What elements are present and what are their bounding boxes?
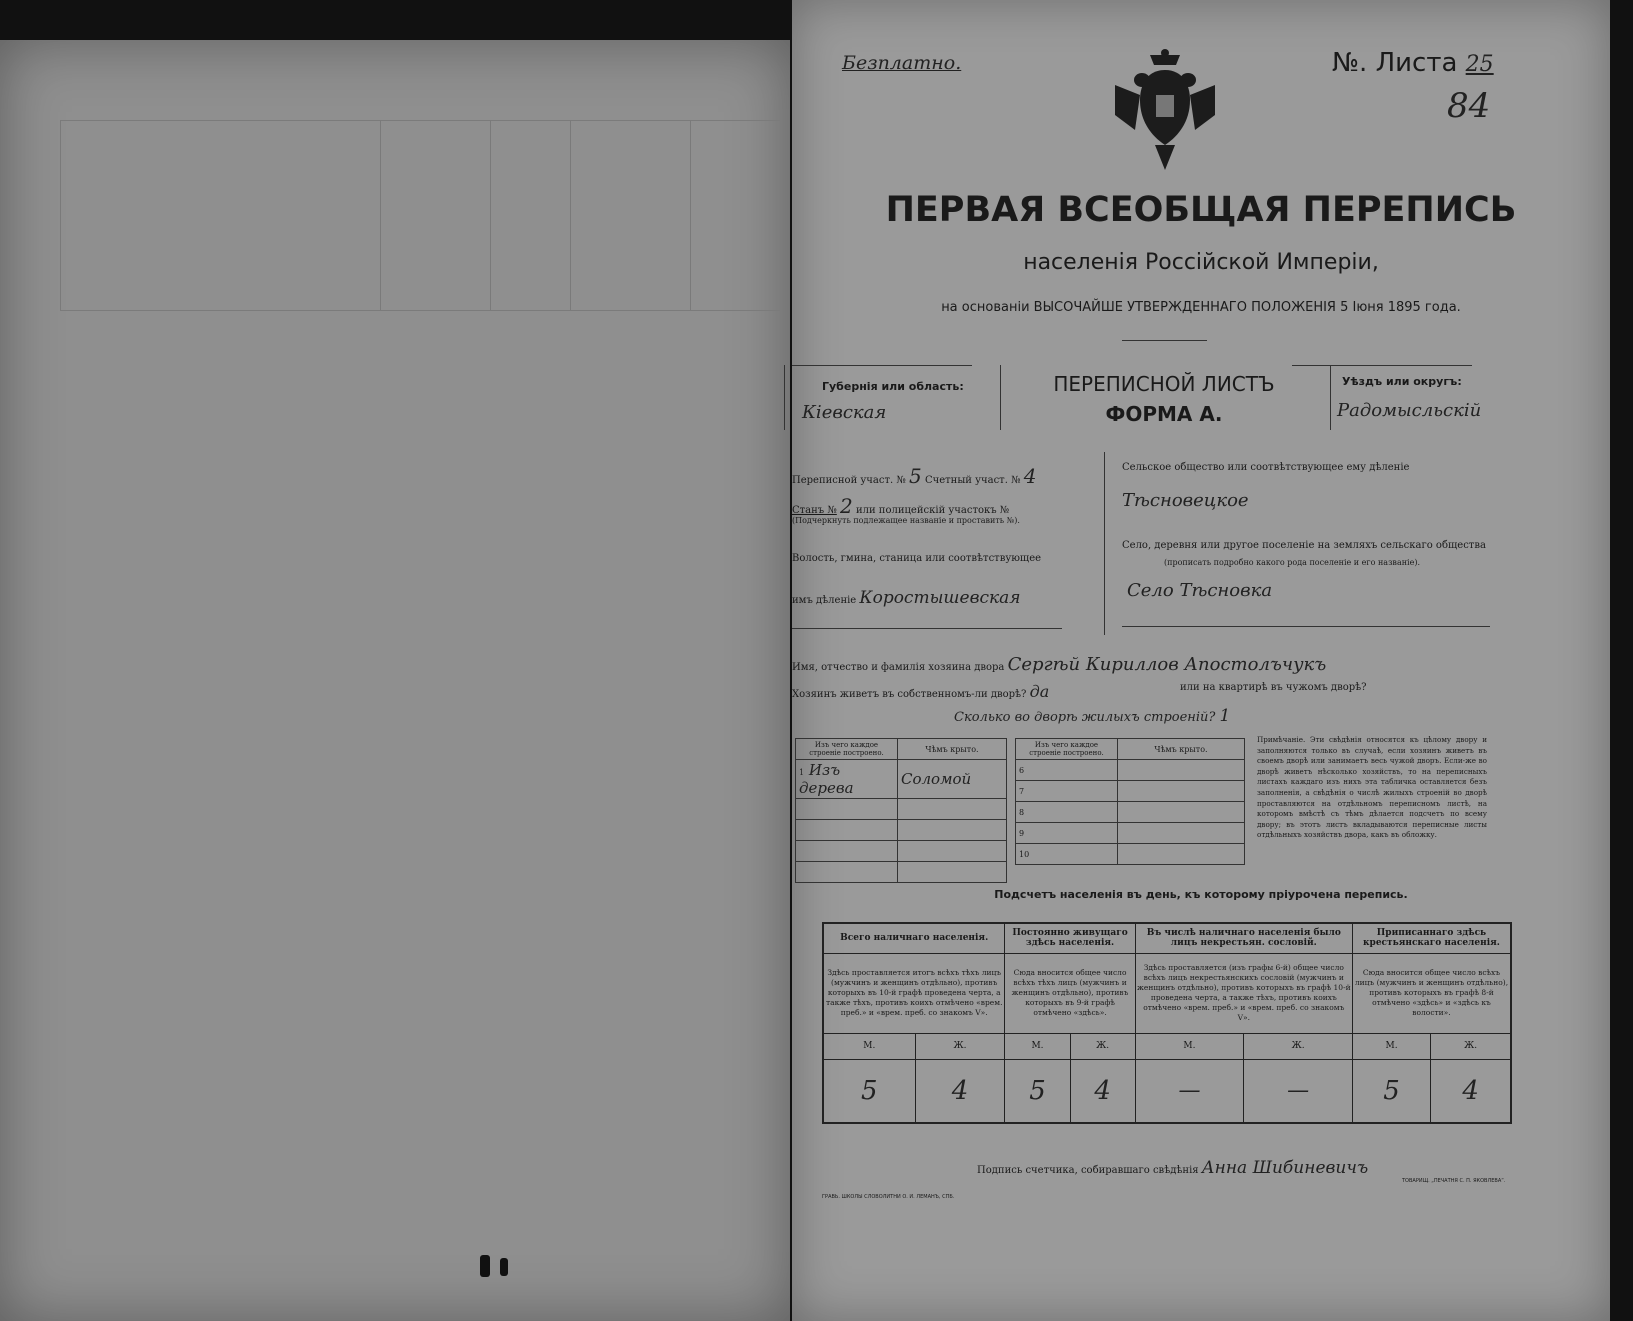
left-page [0, 40, 790, 1321]
box-line [1330, 365, 1331, 430]
table-row [796, 799, 1007, 820]
lives-own-label: Хозяинъ живетъ въ собственномъ-ли дворѣ? [792, 689, 1027, 700]
buildings-table-left [795, 738, 1007, 883]
col-material: Изъ чего каждое строеніе построено. [796, 739, 898, 760]
double-headed-eagle-emblem [1110, 45, 1220, 175]
sheet-number-value: 25 [1465, 52, 1494, 77]
volost-value: Коростышевская [859, 588, 1021, 608]
form-title: ПЕРВАЯ ВСЕОБЩАЯ ПЕРЕПИСЬ [885, 190, 1517, 230]
roof-cell [1118, 823, 1245, 844]
male-count: 5 [1005, 1059, 1070, 1123]
stan-label: Станъ № [792, 505, 837, 516]
summary-title: Подсчетъ населенія въ день, къ которому пріурочена перепись. [994, 888, 1408, 901]
female-count: 4 [1070, 1059, 1135, 1123]
uezd-label: Уѣздъ или округъ: [1342, 375, 1462, 388]
district-value: 5 [909, 464, 922, 488]
summary-col-head: Въ числѣ наличнаго населенія было лицъ некрестьян. сословій. [1135, 923, 1352, 953]
summary-col-head: Приписаннаго здѣсь крестьянскаго населенія. [1352, 923, 1511, 953]
row-number: 7 [1016, 781, 1118, 802]
owner-label: Имя, отчество и фамилія хозяина двора [792, 662, 1005, 673]
village-label: Село, деревня или другое поселеніе на земляхъ сельскаго общества [1122, 540, 1486, 551]
stan-field [792, 494, 1009, 518]
roof-cell: Соломой [898, 760, 1007, 799]
row-number: 6 [1016, 760, 1118, 781]
owner-value: Сергѣй Кириллов Апостолъчукъ [1007, 654, 1327, 675]
sheet-number-row [1332, 48, 1494, 78]
faded-column-line [690, 120, 691, 310]
table-row [796, 760, 1007, 799]
buildings-value: 1 [1219, 706, 1231, 726]
free-label: Безплатно. [842, 52, 962, 74]
summary-col-desc: Здѣсь проставляется итогъ всѣхъ тѣхъ лицъ (мужчинъ и женщинъ отдѣльно), противъ которыхъ въ 10-й графѣ проведена черта, а также тѣхъ, противъ коихъ отмѣчено «врем. преб.» и «врем. преб. со знакомъ V». [823, 953, 1005, 1033]
female-label: Ж. [1431, 1033, 1511, 1059]
row-number: 10 [1016, 844, 1118, 865]
col-roof: Чѣмъ крыто. [898, 739, 1007, 760]
female-label: Ж. [1070, 1033, 1135, 1059]
archive-page-number: 84 [1447, 86, 1491, 126]
material-cell [796, 760, 898, 799]
district-field [792, 464, 1036, 488]
form-type-title: ПЕРЕПИСНОЙ ЛИСТЪ [1053, 372, 1275, 396]
roof-cell [1118, 802, 1245, 823]
count-value: 4 [1023, 464, 1037, 488]
roof-cell [1118, 781, 1245, 802]
faded-column-line [60, 120, 61, 310]
box-line [784, 365, 785, 430]
roof-cell [898, 862, 1007, 883]
volost-field [792, 588, 1021, 608]
faded-column-line [380, 120, 381, 310]
form-type-code: ФОРМА А. [1105, 402, 1223, 426]
underline-note: (Подчеркнуть подлежащее названіе и проставить №). [792, 516, 1020, 525]
row-number: 8 [1016, 802, 1118, 823]
summary-col-desc: Здѣсь проставляется (изъ графы 6-й) общее число всѣхъ лицъ некрестьянскихъ сословій (мужчинъ и женщинъ отдѣльно), противъ которыхъ въ графѣ 10-й проведена черта, а также тѣхъ, противъ коихъ отмѣчено «врем. преб.» и «врем. преб. со знакомъ V». [1135, 953, 1352, 1033]
female-count: 4 [915, 1059, 1005, 1123]
male-label: М. [1005, 1033, 1070, 1059]
table-row [1016, 760, 1245, 781]
summary-col-head: Всего наличнаго населенія. [823, 923, 1005, 953]
district-label: Переписной участ. № [792, 475, 906, 486]
table-row [1016, 781, 1245, 802]
field-underline [1122, 626, 1490, 627]
material-cell [796, 862, 898, 883]
village-note: (прописать подробно какого рода поселеніе и его названіе). [1164, 558, 1420, 567]
uezd-value: Радомысльскій [1337, 400, 1482, 421]
male-label: М. [1352, 1033, 1430, 1059]
signature-value: Анна Шибиневичъ [1201, 1158, 1369, 1178]
volost-label: Волость, гмина, станица или соотвѣтствующее [792, 553, 1042, 564]
signature-field [977, 1158, 1368, 1178]
police-label: или полицейскій участокъ № [855, 505, 1010, 516]
roof-cell [898, 820, 1007, 841]
roof-cell [1118, 844, 1245, 865]
male-label: М. [1135, 1033, 1244, 1059]
roof-cell [1118, 760, 1245, 781]
summary-col-head: Постоянно живущаго здѣсь населенія. [1005, 923, 1135, 953]
material-value: Изъ дерева [799, 761, 854, 797]
buildings-field [954, 706, 1230, 726]
gubernia-value: Кіевская [802, 402, 887, 423]
faded-rule [60, 120, 780, 121]
signature-label: Подпись счетчика, собиравшаго свѣдѣнія [977, 1165, 1199, 1176]
field-divider [1104, 452, 1105, 635]
female-count: — [1244, 1059, 1353, 1123]
village-value: Село Тѣсновка [1127, 580, 1273, 601]
ink-mark [500, 1258, 508, 1276]
owner-field [792, 654, 1326, 675]
lives-other-label: или на квартирѣ въ чужомъ дворѣ? [1180, 682, 1367, 693]
ornament-divider [1122, 340, 1207, 341]
printer-imprint-left: ГРАВЬ. ШКОЛЫ СЛОВОЛИТНИ О. И. ЛЕМАНЪ, СПБ. [822, 1194, 955, 1200]
faded-column-line [490, 120, 491, 310]
field-underline [792, 628, 1062, 629]
summary-col-desc: Сюда вносится общее число всѣхъ лицъ (мужчинъ и женщинъ отдѣльно), противъ которыхъ въ графѣ 8-й отмѣчено «здѣсь» и «здѣсь къ волости». [1352, 953, 1511, 1033]
buildings-table-right [1015, 738, 1245, 865]
count-label: Счетный участ. № [924, 475, 1021, 486]
sheet-number-label: №. Листа [1332, 48, 1458, 78]
box-line [1292, 365, 1472, 366]
roof-cell [898, 799, 1007, 820]
material-cell [796, 799, 898, 820]
col-material: Изъ чего каждое строеніе построено. [1016, 739, 1118, 760]
female-count: 4 [1431, 1059, 1511, 1123]
material-cell [796, 820, 898, 841]
female-label: Ж. [1244, 1033, 1353, 1059]
form-subtitle: населенія Россійской Имперіи, [1023, 250, 1379, 275]
census-form-page [792, 0, 1610, 1321]
col-roof: Чѣмъ крыто. [1118, 739, 1245, 760]
faded-column-line [570, 120, 571, 310]
male-count: — [1135, 1059, 1244, 1123]
buildings-label: Сколько во дворѣ жилыхъ строеній? [954, 710, 1216, 725]
population-summary-table [822, 922, 1512, 1124]
row-number: 1 [799, 768, 805, 777]
stan-value: 2 [840, 494, 853, 518]
residence-field [792, 682, 1482, 701]
table-row [1016, 802, 1245, 823]
gubernia-label: Губернія или область: [822, 380, 964, 393]
male-count: 5 [823, 1059, 915, 1123]
summary-col-desc: Сюда вносится общее число всѣхъ тѣхъ лицъ (мужчинъ и женщинъ отдѣльно), противъ которыхъ въ 9-й графѣ отмѣчено «здѣсь». [1005, 953, 1135, 1033]
printer-imprint-right: ТОВАРИЩ. „ПЕЧАТНЯ С. П. ЯКОВЛЕВА“. [1402, 1178, 1506, 1184]
male-count: 5 [1352, 1059, 1430, 1123]
table-row [796, 820, 1007, 841]
faded-rule [60, 310, 780, 311]
table-row [796, 841, 1007, 862]
society-value: Тѣсновецкое [1122, 490, 1249, 511]
row-number: 9 [1016, 823, 1118, 844]
ink-mark [480, 1255, 490, 1277]
material-cell [796, 841, 898, 862]
box-line [792, 365, 972, 366]
lives-own-value: да [1029, 682, 1050, 701]
table-row [1016, 823, 1245, 844]
volost-label-2: имъ дѣленіе [792, 595, 857, 606]
legal-basis: на основаніи ВЫСОЧАЙШЕ УТВЕРЖДЕННАГО ПОЛОЖЕНІЯ 5 Іюня 1895 года. [941, 300, 1461, 315]
society-label: Сельское общество или соотвѣтствующее ему дѣленіе [1122, 462, 1410, 473]
female-label: Ж. [915, 1033, 1005, 1059]
buildings-note: Примѣчаніе. Эти свѣдѣнія относятся къ цѣлому двору и заполняются только въ случаѣ, если хозяинъ живетъ въ своемъ дворѣ или занимаетъ весь чужой дворъ. Если-же во дворѣ живетъ нѣсколько хозяйствъ, то на переписныхъ листахъ каждаго изъ нихъ эта табличка оставляется безъ заполненія, а свѣдѣнія о числѣ жилыхъ строеній во дворѣ проставляются на отдѣльномъ переписномъ листѣ, на которомъ вмѣстѣ съ тѣмъ дѣлается подсчетъ по всему двору; въ этотъ листъ вкладываются переписные листы отдѣльныхъ хозяйствъ двора, какъ въ обложку. [1257, 735, 1487, 840]
box-line [1000, 365, 1001, 430]
table-row [796, 862, 1007, 883]
roof-cell [898, 841, 1007, 862]
table-row [1016, 844, 1245, 865]
male-label: М. [823, 1033, 915, 1059]
